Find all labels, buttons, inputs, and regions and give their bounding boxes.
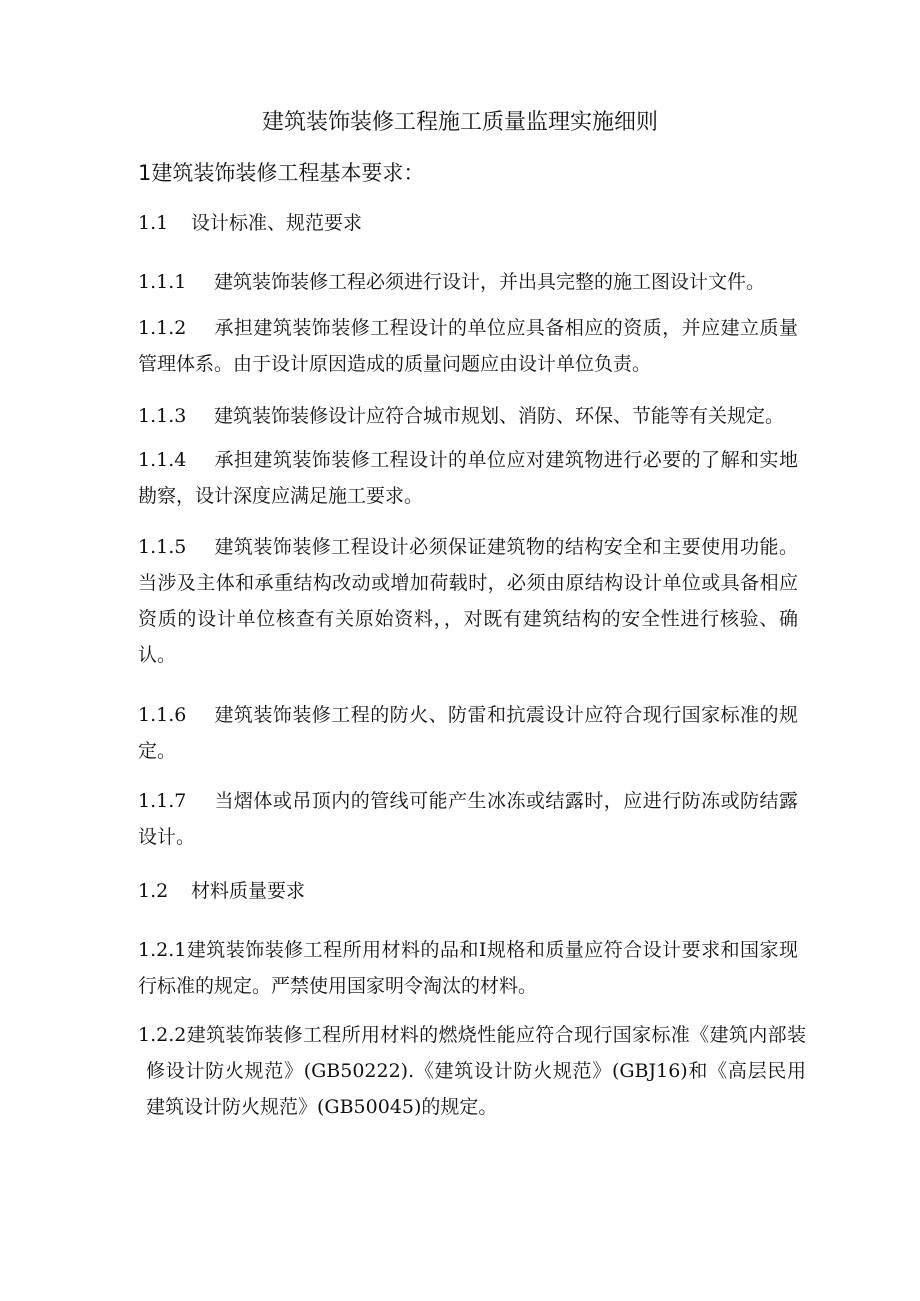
paragraph-number: 1.1.5 [138,536,187,558]
paragraph-text: 建筑装饰装修工程设计必须保证建筑物的结构安全和主要使用功能。当涉及主体和承重结构改动或增加荷载时，必须由原结构设计单位或具备相应资质的设计单位核查有关原始资料，，对既有建筑结构的安全性进行核验、确认。 [138,536,798,666]
section-title: 设计标准、规范要求 [191,212,363,234]
paragraph-text: 建筑装饰装修工程的防火、防雷和抗震设计应符合现行国家标准的规定。 [138,704,798,762]
paragraph-1-1-6 [138,697,798,769]
section-heading-1-1 [138,208,362,238]
section-number: 1.1 [138,212,169,234]
paragraph-number: 1.1.2 [138,317,187,339]
paragraph-1-1-5 [138,529,798,673]
paragraph-1-2-1 [138,932,798,1004]
paragraph-text: 建筑装饰装修设计应符合城市规划、消防、环保、节能等有关规定。 [214,405,785,427]
paragraph-1-1-1 [138,264,798,300]
paragraph-text: 建筑装饰装修工程必须进行设计，并出具完整的施工图设计文件。 [214,271,766,293]
document-title: 建筑装饰装修工程施工质量监理实施细则 [261,110,658,135]
paragraph-text: 承担建筑装饰装修工程设计的单位应具备相应的资质，并应建立质量管理体系。由于设计原因造成的质量问题应由设计单位负责。 [138,317,798,375]
paragraph-text: 当熠体或吊顶内的管线可能产生冰冻或结露时，应进行防冻或防结露设计。 [138,790,798,848]
paragraph-1-2-2 [138,1017,806,1125]
section-heading-1: 1建筑装饰装修工程基本要求： [138,161,425,185]
section-title: 材料质量要求 [191,880,306,902]
paragraph-1-1-2 [138,310,798,382]
paragraph-text: 1.2.2建筑装饰装修工程所用材料的燃烧性能应符合现行国家标准《建筑内部装修设计防火规范》(GB50222).《建筑设计防火规范》(GBJ16)和《高层民用建筑设计防火规范》(GB50045)的规定。 [138,1024,806,1118]
paragraph-number: 1.1.3 [138,405,187,427]
paragraph-number: 1.1.4 [138,449,187,471]
section-heading-1-2 [138,876,305,906]
paragraph-text: 承担建筑装饰装修工程设计的单位应对建筑物进行必要的了解和实地勘察，设计深度应满足施工要求。 [138,449,798,507]
paragraph-1-1-4 [138,442,798,514]
paragraph-text: 1.2.1建筑装饰装修工程所用材料的品和I规格和质量应符合设计要求和国家现行标准的规定。严禁使用国家明令淘汰的材料。 [138,939,798,997]
paragraph-number: 1.1.1 [138,271,187,293]
paragraph-1-1-7 [138,783,798,855]
section-number: 1.2 [138,880,169,902]
paragraph-1-1-3 [138,398,798,434]
paragraph-number: 1.1.7 [138,790,187,812]
paragraph-number: 1.1.6 [138,704,187,726]
